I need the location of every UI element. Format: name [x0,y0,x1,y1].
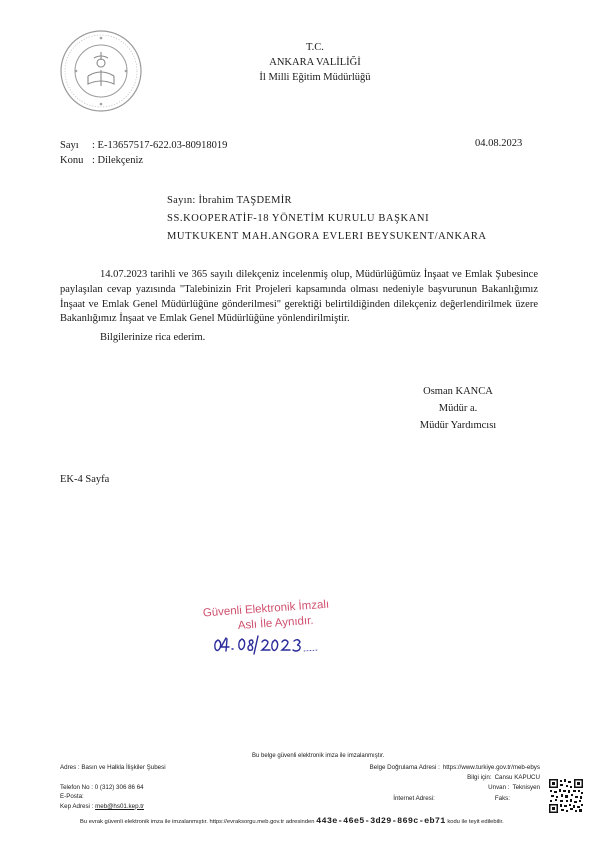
footer-contact [60,763,166,811]
footer-verification-line [80,816,550,826]
svg-text:Aslı İle Aynıdır.: Aslı İle Aynıdır. [237,614,314,633]
sayi-value: : E-13657517-622.03-80918019 [92,140,228,151]
recipient-title: SS.KOOPERATİF-18 YÖNETİM KURULU BAŞKANI [167,213,430,224]
footer-verify-link[interactable]: https://www.turkiye.gov.tr/meb-ebys [442,764,540,771]
footer-info [270,763,540,804]
footer-info-value: Cansu KAPUCU [494,774,540,782]
footer-kep [60,802,166,812]
attachment-note: EK-4 Sayfa [60,474,110,485]
e-signature-stamp [196,596,396,666]
document-date: 04.08.2023 [475,138,523,149]
header-directorate: İl Milli Eğitim Müdürlüğü [259,72,371,83]
footer-unvan-label: Unvan : [488,784,510,792]
signer-title-1: Müdür a. [438,403,478,414]
footer-internet-fax-row [270,794,540,804]
ministry-seal-logo [58,28,144,114]
verification-suffix: kodu ile teyit edilebilir. [447,819,504,825]
footer-esign-note: Bu belge güvenli elektronik imza ile imzalanmıştır. [252,753,385,759]
verification-code: 443e-46e5-3d29-869c-eb71 [316,816,446,826]
closing-line: Bilgilerinize rica ederim. [100,332,206,343]
footer-unvan-value: Teknisyen [512,784,540,792]
header-tc: T.C. [306,42,324,53]
footer-fax-label: Faks: [494,794,510,802]
svg-text:Güvenli Elektronik İmzalı: Güvenli Elektronik İmzalı [202,598,330,620]
recipient-block [167,192,487,246]
footer-info-label: Bilgi için: [467,774,492,782]
footer-verify-row [270,763,540,773]
konu-label: Konu [60,155,84,166]
footer-internet-label: İnternet Adresi: [393,794,435,802]
konu-value: : Dilekçeniz [92,155,144,166]
footer-phone: Telefon No : 0 (312) 306 86 64 [60,783,144,791]
document-meta [60,138,227,168]
qr-code [548,778,584,814]
body-paragraph: 14.07.2023 tarihli ve 365 sayılı dilekçeniz incelenmiş olup, Müdürlüğümüz İnşaat ve Emlak Şubesince paylaşılan cevap yazısında "Talebinizin Frit Projeleri kapsamında olması nedeniyle başvurunun Bakanlığımız İnşaat ve Emlak Genel Müdürlüğüne gönderilmesi" gerektiği belirtildiğinden dilekçeniz değerlendirilmek üzere Bakanlığımız İnşaat ve Emlak Genel Müdürlüğüne yönlendirilmiştir. [60,269,538,325]
footer-email: E-Posta: [60,793,84,801]
recipient-address: MUTKUKENT MAH.ANGORA EVLERI BEYSUKENT/ANKARA [167,231,487,242]
signer-title-2: Müdür Yardımcısı [419,420,497,431]
footer-kep-label: Kep Adresi : [60,802,96,810]
header-governorship: ANKARA VALİLİĞİ [269,57,361,68]
footer-verify-label: Belge Doğrulama Adresi : [369,764,440,771]
verification-prefix: Bu evrak güvenli elektronik imza ile imzalanmıştır. https://evraksorgu.meb.gov.tr adresinden [80,819,315,825]
footer-kep-link[interactable]: meb@hs01.kep.tr [95,802,145,810]
footer-address: Adres : Basın ve Halkla İlişkiler Şubesi [60,764,166,771]
recipient-name: Sayın: İbrahim TAŞDEMİR [167,195,292,206]
letterhead [230,40,400,85]
sayi-label: Sayı [60,140,79,151]
signer-name: Osman KANCA [423,386,493,397]
footer-info-row [270,773,540,783]
footer-unvan-row [270,783,540,793]
signature-block [403,383,513,434]
